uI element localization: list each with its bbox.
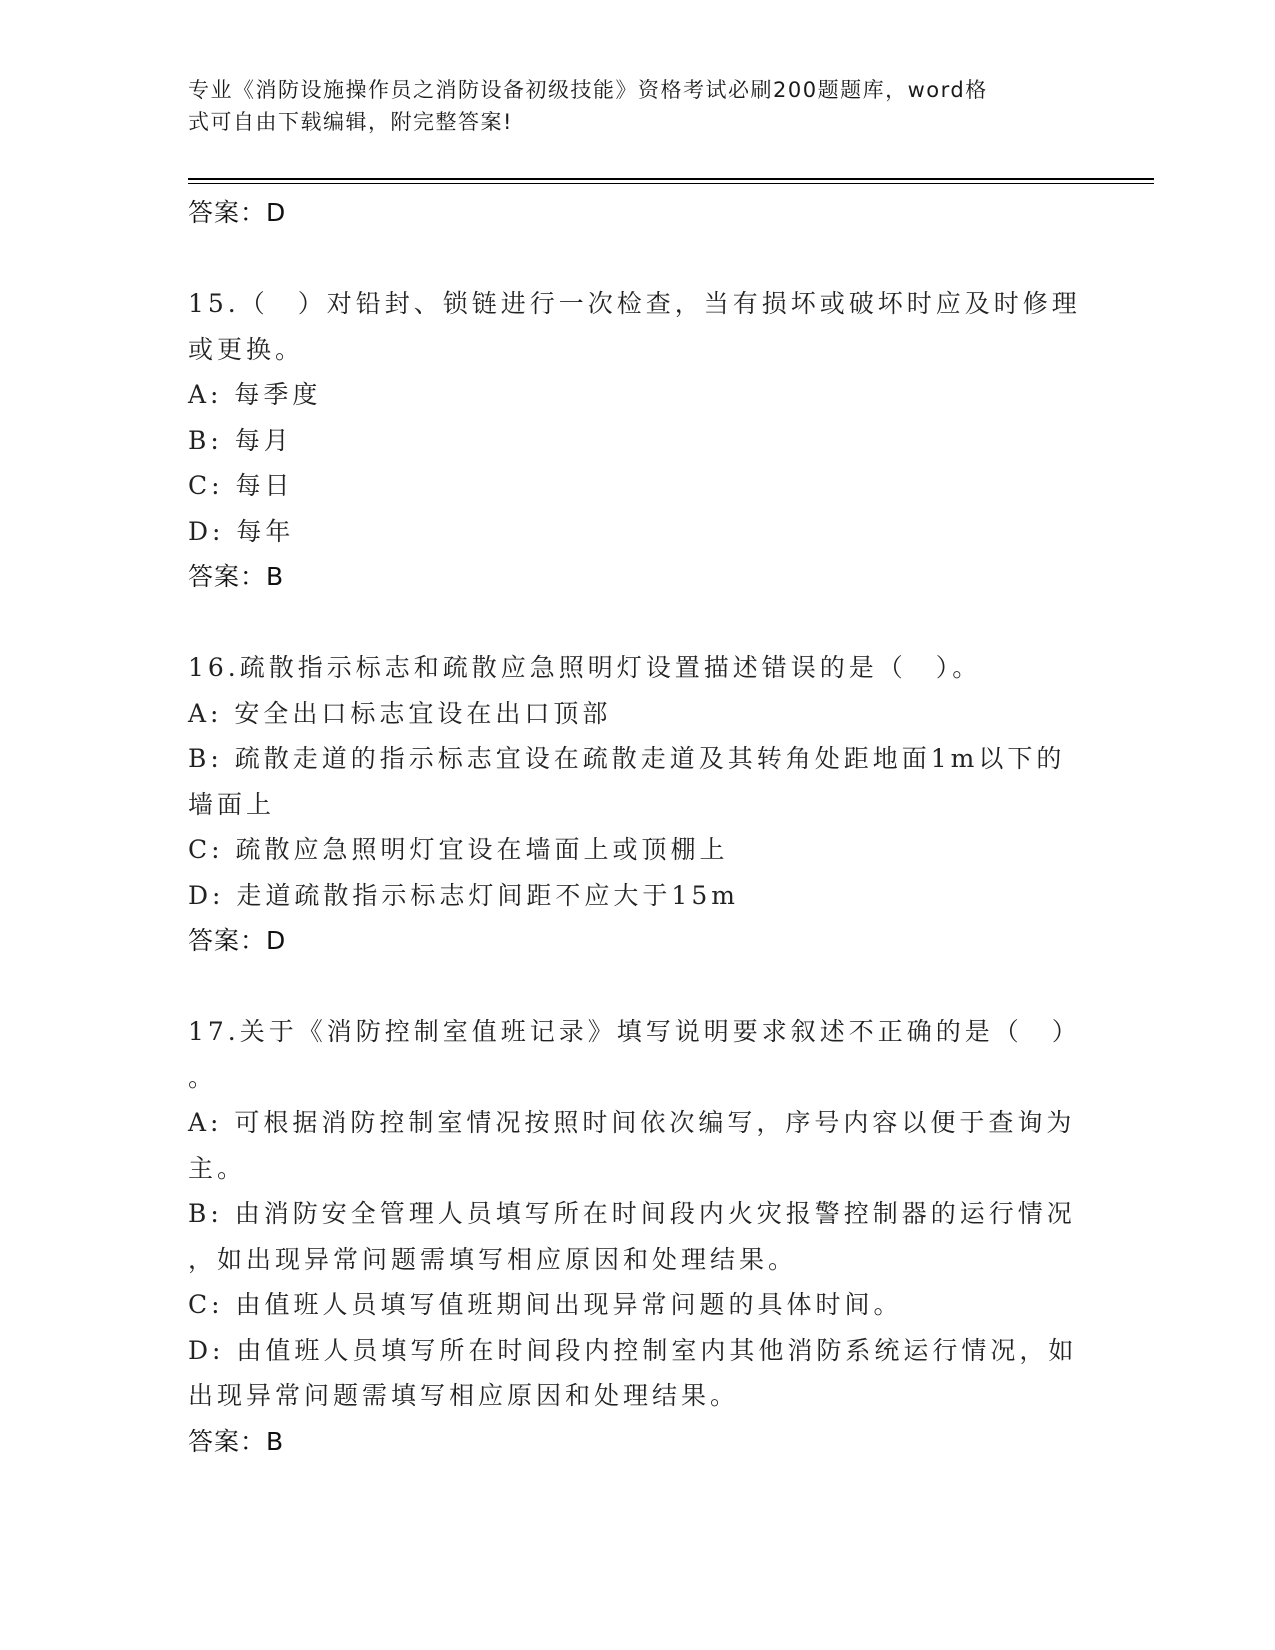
option-d-cont: 出现异常问题需填写相应原因和处理结果。 [188, 1381, 740, 1410]
answer-label: 答案： [188, 562, 267, 591]
question-17 [188, 1009, 1088, 1465]
answer-value: D [266, 926, 287, 955]
option-c: C: 每日 [188, 471, 294, 500]
previous-answer [188, 190, 1088, 236]
header-line-2: 式可自由下载编辑，附完整答案! [188, 110, 513, 134]
document-body [188, 190, 1088, 1465]
answer-value: B [266, 562, 285, 591]
option-b: B: 由消防安全管理人员填写所在时间段内火灾报警控制器的运行情况 [188, 1199, 1076, 1228]
option-b: B: 每月 [188, 425, 293, 455]
answer-label: 答案： [188, 1426, 267, 1456]
option-d: D: 每年 [188, 516, 295, 546]
answer-label: 答案： [188, 198, 267, 227]
option-d: D: 由值班人员填写所在时间段内控制室内其他消防系统运行情况，如 [188, 1335, 1078, 1365]
spacer [188, 236, 1088, 281]
question-stem-cont: 。 [188, 1062, 218, 1092]
option-b: B: 疏散走道的指示标志宜设在疏散走道及其转角处距地面1m以下的 [188, 744, 1066, 773]
page-header [188, 74, 1068, 138]
spacer [188, 964, 1088, 1009]
answer-value: B [266, 1426, 285, 1456]
answer [188, 918, 1088, 964]
option-c: C: 疏散应急照明灯宜设在墙面上或顶棚上 [188, 835, 729, 864]
option-b-cont: ，如出现异常问题需填写相应原因和处理结果。 [188, 1244, 798, 1274]
answer [188, 1419, 1088, 1465]
option-a: A: 可根据消防控制室情况按照时间依次编写，序号内容以便于查询为 [188, 1108, 1076, 1137]
spacer [188, 600, 1088, 645]
option-d: D: 走道疏散指示标志灯间距不应大于15m [188, 880, 739, 910]
question-stem: 15.（ ）对铅封、锁链进行一次检查，当有损坏或破坏时应及时修理 [188, 289, 1081, 318]
option-a: A: 每季度 [188, 380, 322, 409]
header-line-1: 专业《消防设施操作员之消防设备初级技能》资格考试必刷200题题库，word格 [188, 78, 988, 102]
question-15 [188, 281, 1088, 600]
option-b-cont: 墙面上 [188, 789, 276, 819]
option-a-cont: 主。 [188, 1153, 247, 1183]
answer [188, 554, 1088, 600]
question-stem: 16.疏散指示标志和疏散应急照明灯设置描述错误的是（ ）。 [188, 653, 982, 682]
answer-value: D [266, 198, 287, 227]
question-stem-cont: 或更换。 [188, 334, 305, 364]
question-stem: 17.关于《消防控制室值班记录》填写说明要求叙述不正确的是（ ） [188, 1017, 1081, 1046]
question-16 [188, 645, 1088, 964]
option-a: A: 安全出口标志宜设在出口顶部 [188, 698, 612, 728]
answer-label: 答案： [188, 926, 267, 955]
option-c: C: 由值班人员填写值班期间出现异常问题的具体时间。 [188, 1290, 903, 1319]
header-divider [188, 178, 1154, 184]
